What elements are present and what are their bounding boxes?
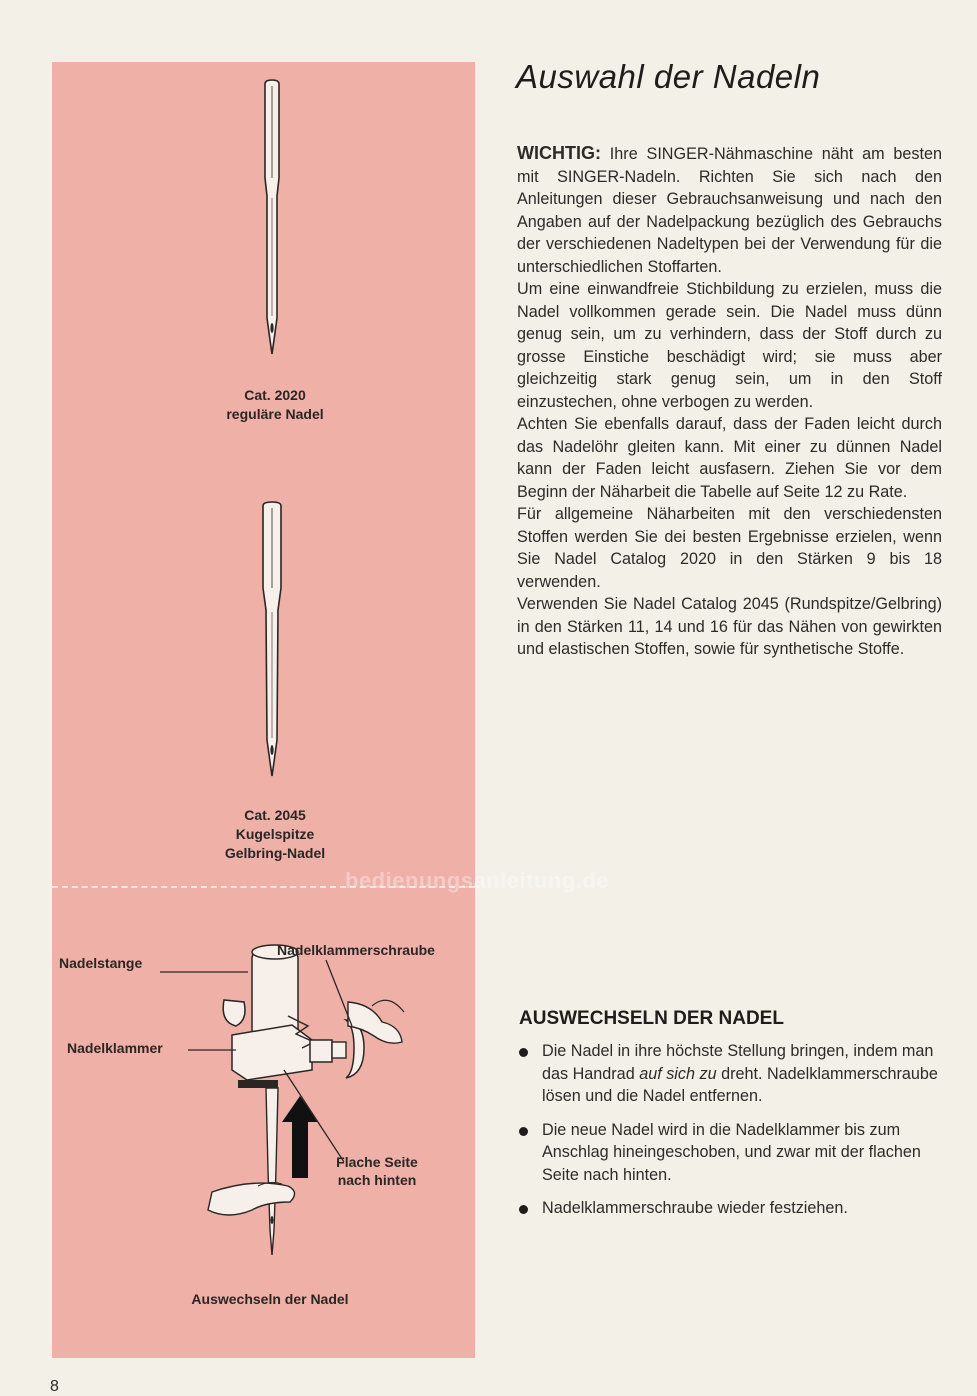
bullet1-text-a: Die Nadel in ihre höchste Stellung bringen, indem man das Handrad: [542, 1042, 934, 1083]
bullet-icon: [519, 1048, 528, 1057]
label-flache-seite: [328, 1153, 426, 1189]
intro-paragraph-4: Für allgemeine Näharbeiten mit den verschiedensten Stoffen werden Sie dei besten Ergebnisse erzielen, wenn Sie Nadel Catalog 2020 in den Stärken 9 bis 18 verwenden.: [517, 505, 942, 591]
needle-2045-type: Kugelspitze: [235, 826, 315, 842]
needle-2045-illustration: [250, 500, 295, 782]
intro-lead: WICHTIG:: [517, 143, 601, 163]
needle-2020-illustration: [250, 78, 295, 360]
section-heading: AUSWECHSELN DER NADEL: [519, 1008, 784, 1029]
bullet2-text: Die neue Nadel wird in die Nadelklammer bis zum Anschlag hineingeschoben, und zwar mit der flachen Seite nach hinten.: [542, 1120, 921, 1184]
watermark: bedienungsanleitung.de: [345, 868, 610, 893]
needle-2020-caption: [200, 386, 350, 424]
label-nadelklammerschraube: Nadelklammerschraube: [277, 942, 435, 958]
intro-paragraph-3: Achten Sie ebenfalls darauf, dass der Faden leicht durch das Nadelöhr gleiten kann. Mit einer zu dünnen Nadel kann der Faden leicht ausfasern. Ziehen Sie vor dem Beginn der Näharbeit die Tabelle auf Seite 12 zu Rate.: [517, 415, 942, 501]
needle-change-diagram: [52, 930, 475, 1270]
diagram-caption: Auswechseln der Nadel: [191, 1291, 349, 1307]
needle-2045-cat: Cat. 2045: [244, 807, 306, 823]
intro-paragraph-2: Um eine einwandfreie Stichbildung zu erzielen, muss die Nadel vollkommen gerade sein. Die Nadel muss dünn genug sein, um zu verhindern, dass der Stoff durch zu grosse Einstiche beschädigt wird; sie muss aber gleichzeitig stark genug sein, um in den Stoff einzustechen, ohne verbogen zu werden.: [517, 280, 942, 411]
bullet3-text: Nadelklammerschraube wieder festziehen.: [542, 1199, 848, 1217]
intro-paragraph-5: Verwenden Sie Nadel Catalog 2045 (Rundspitze/Gelbring) in den Stärken 11, 14 und 16 für das Nähen von gewirkten und elastischen Stoffen, sowie für synthetische Stoffe.: [517, 595, 942, 658]
instruction-list: [517, 1040, 945, 1231]
bullet1-emphasis: auf sich zu: [639, 1064, 717, 1083]
intro-text: [517, 142, 942, 661]
needle-2020-type: reguläre Nadel: [226, 406, 324, 422]
list-item: [517, 1119, 945, 1187]
bullet-icon: [519, 1127, 528, 1136]
page-number: 8: [50, 1378, 59, 1395]
list-item: [517, 1197, 945, 1220]
needle-2045-caption: [190, 806, 360, 863]
label-flache-seite-line1: Flache Seite: [336, 1154, 418, 1170]
intro-paragraph-1: [517, 142, 942, 278]
bullet-icon: [519, 1205, 528, 1214]
label-nadelstange: Nadelstange: [59, 955, 143, 971]
needle-2020-cat: Cat. 2020: [244, 387, 306, 403]
label-nadelklammer: Nadelklammer: [67, 1040, 163, 1056]
list-item: [517, 1040, 945, 1108]
bullet1-text-b: dreht. Nadelklammerschraube lösen und die Nadel entfernen.: [542, 1064, 938, 1105]
label-flache-seite-line2: nach hinten: [337, 1172, 417, 1188]
page-title: Auswahl der Nadeln: [516, 58, 821, 95]
needle-2045-ring: Gelbring-Nadel: [224, 845, 326, 861]
intro-p1-text: Ihre SINGER-Nähmaschine näht am besten mit SINGER-Nadeln. Richten Sie sich nach den Anleitungen dieser Gebrauchsanweisung und nach den Angaben auf der Nadelpackung bezüglich des Gebrauchs der verschiedenen Nadeltypen bei der Verwendung für die unterschiedlichen Stoffarten.: [517, 145, 942, 276]
